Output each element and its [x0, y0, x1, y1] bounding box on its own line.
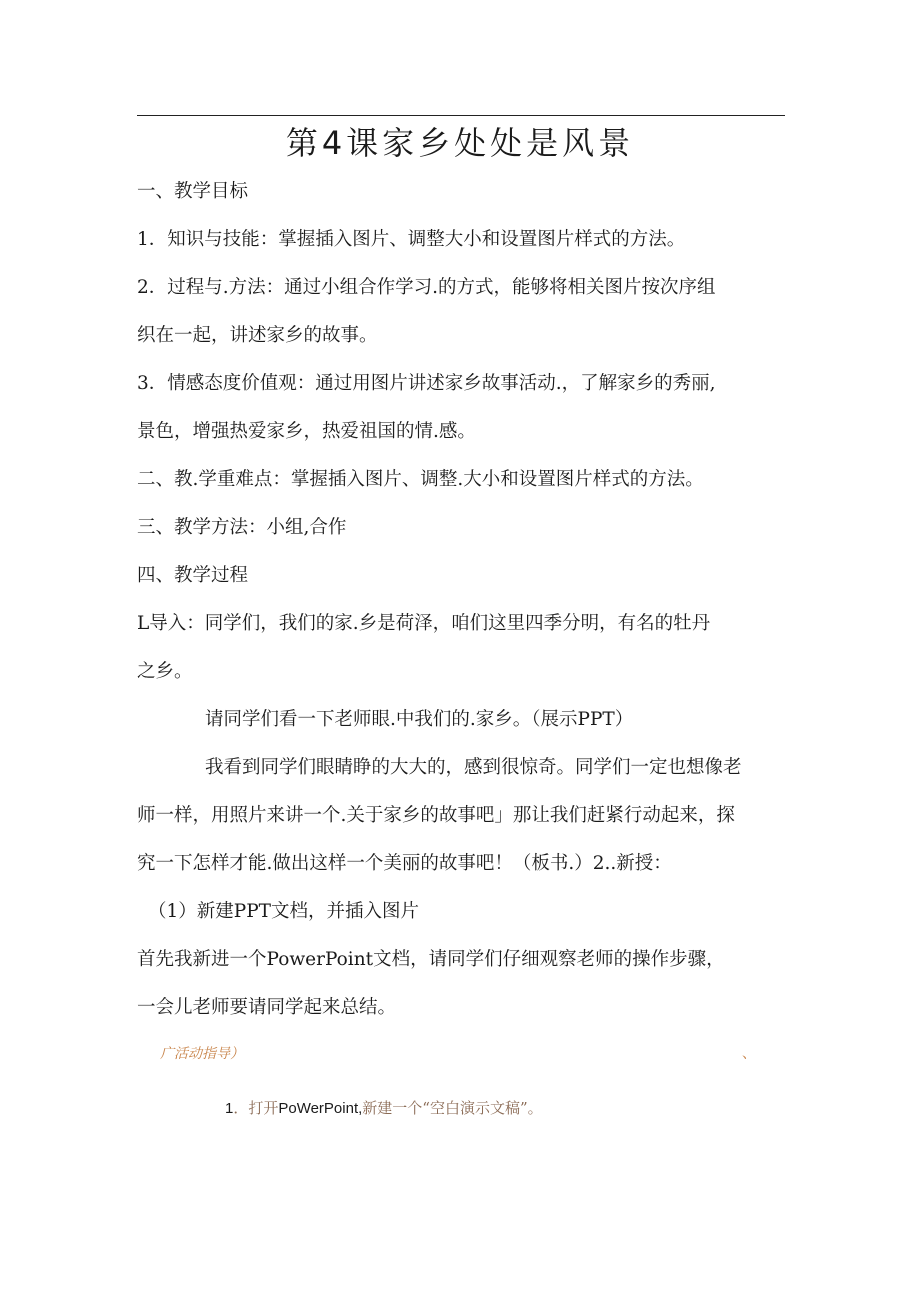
body-line: 景色，增强热爱家乡，热爱祖国的情.感。	[137, 421, 476, 442]
page-title: 第4课家乡处处是风景	[285, 124, 635, 162]
body-line: 织在一起，讲述家乡的故事。	[137, 325, 378, 346]
body-line: 我看到同学们眼睛睁的大大的，感到很惊奇。同学们一定也想像老	[205, 757, 742, 778]
body-line: 2．过程与.方法：通过小组合作学习.的方式，能够将相关图片按次序组	[137, 277, 716, 298]
step-number: 1	[225, 1100, 234, 1117]
step-app-name: PoWerPoint,	[278, 1100, 363, 1117]
body-line: 师一样，用照片来讲一个.关于家乡的故事吧」那让我们赶紧行动起来，探	[137, 805, 735, 826]
body-line: L导入：同学们，我们的家.乡是荷泽，咱们这里四季分明，有名的牡丹	[137, 613, 711, 634]
body-line: 请同学们看一下老师眼.中我们的.家乡。（展示PPT）	[205, 709, 634, 730]
stray-mark: 、	[742, 1046, 756, 1062]
step-prefix: ．打开	[233, 1099, 279, 1117]
step-line	[225, 1097, 543, 1118]
section-heading-process: 四、教学过程	[137, 565, 249, 586]
body-line: 首先我新进一个PowerPoint文档，请同学们仔细观察老师的操作步骤，	[137, 949, 725, 970]
body-line: 一会儿老师要请同学起来总结。	[137, 997, 397, 1018]
step-text: 新建一个“空白演示文稿”。	[362, 1099, 543, 1117]
body-line: 3．情感态度价值观：通过用图片讲述家乡故事活动.，了解家乡的秀丽,	[137, 373, 716, 394]
section-heading-method: 三、教学方法：小组,合作	[137, 517, 347, 538]
section-heading-key-points: 二、教.学重难点：掌握插入图片、调整.大小和设置图片样式的方法。	[137, 469, 704, 490]
body-line: 之乡。	[137, 661, 193, 682]
section-heading-objectives: 一、教学目标	[137, 181, 249, 202]
top-rule	[137, 115, 785, 116]
activity-label: 广活动指导）	[160, 1046, 244, 1062]
body-line: 究一下怎样才能.做出这样一个美丽的故事吧！（板书.）2..新授：	[137, 853, 672, 874]
subheading-step: （1）新建PPT文档，并插入图片	[148, 901, 420, 922]
body-line: 1．知识与技能：掌握插入图片、调整大小和设置图片样式的方法。	[137, 229, 686, 250]
